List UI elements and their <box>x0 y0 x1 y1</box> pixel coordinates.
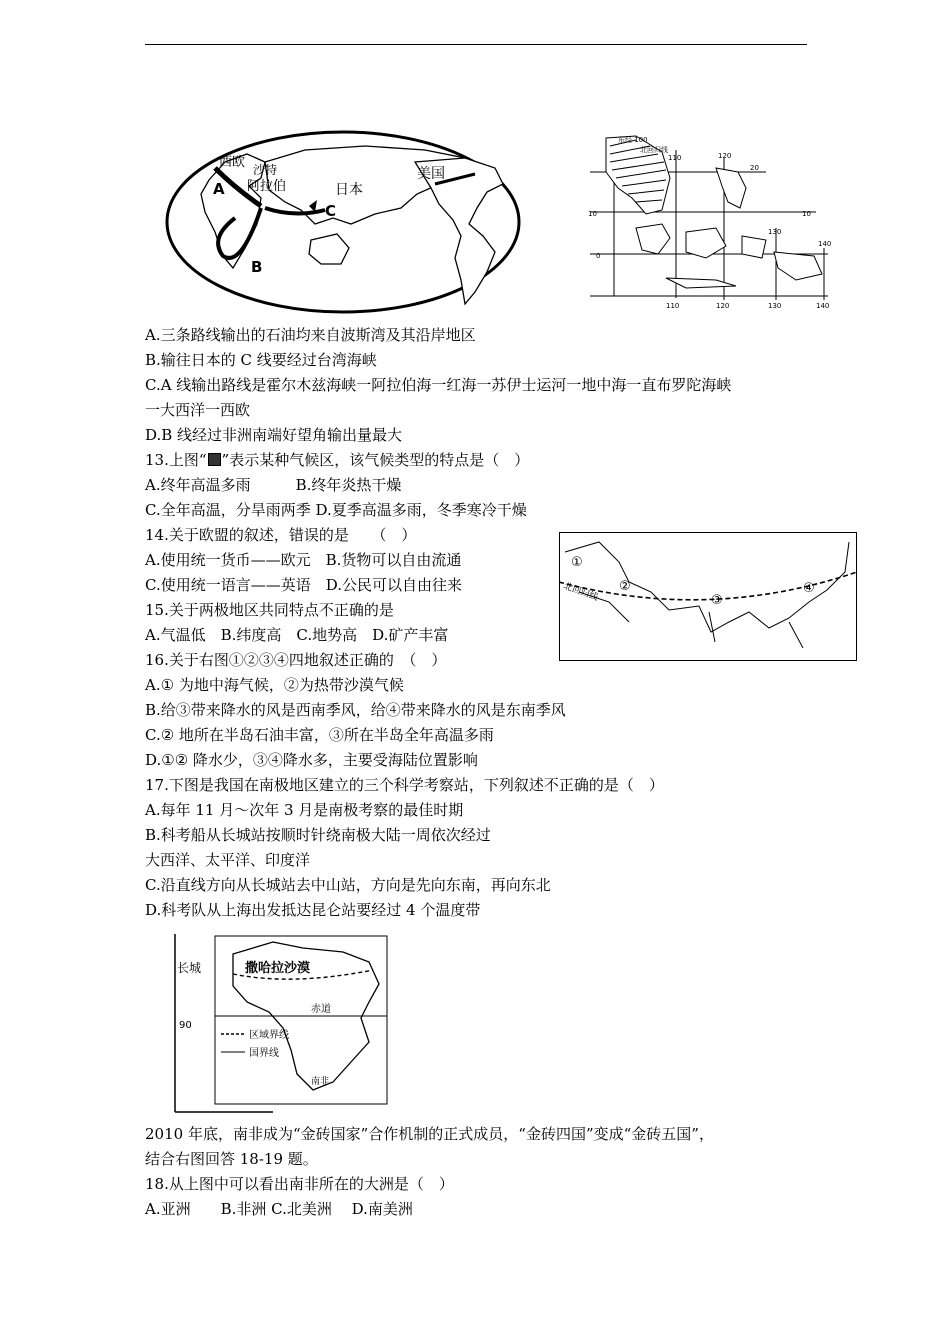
world-map-label: B <box>251 258 263 276</box>
sea-map-label: 10 <box>802 210 811 218</box>
sea-map-label: 110 <box>666 302 680 310</box>
sea-map-label: 0 <box>596 252 601 260</box>
option-17a: A.每年 11 月～次年 3 月是南极考察的最佳时期 <box>145 801 464 819</box>
africa-map-label: 长城 <box>177 961 202 975</box>
header-rule <box>145 44 807 45</box>
asia-map-label: ① <box>571 555 583 570</box>
sea-map-label: 130 <box>768 228 782 236</box>
options-14cd: C.使用统一语言——英语 D.公民可以自由往来 <box>145 576 462 594</box>
question-17: 17.下图是我国在南极地区建立的三个科学考察站，下列叙述不正确的是（ ） <box>145 776 664 794</box>
world-map-label: 沙特 <box>253 163 278 177</box>
africa-map-label: 国界线 <box>249 1048 279 1059</box>
intro-18-19-cont: 结合右图回答 18-19 题。 <box>145 1150 318 1168</box>
question-15: 15.关于两极地区共同特点不正确的是 <box>145 601 394 619</box>
filled-square-icon <box>208 453 221 466</box>
intro-18-19: 2010 年底，南非成为“金砖国家”合作机制的正式成员，“金砖四国”变成“金砖五国”， <box>145 1125 714 1143</box>
option-12a: A.三条路线输出的石油均来自波斯湾及其沿岸地区 <box>145 326 476 344</box>
options-15: A.气温低 B.纬度高 C.地势高 D.矿产丰富 <box>145 626 449 644</box>
option-16a: A.① 为地中海气候，②为热带沙漠气候 <box>145 676 404 694</box>
asia-map-label: ② <box>619 579 631 594</box>
question-14: 14.关于欧盟的叙述，错误的是 （ ） <box>145 526 417 544</box>
world-map-label: 西欧 <box>219 155 246 170</box>
option-16b: B.给③带来降水的风是西南季风，给④带来降水的风是东南季风 <box>145 701 566 719</box>
option-17d: D.科考队从上海出发抵达昆仑站要经过 4 个温度带 <box>145 901 481 919</box>
sea-map-label: 120 <box>716 302 730 310</box>
sea-map-label: 120 <box>718 152 732 160</box>
question-13 <box>145 450 529 470</box>
sea-map-label: 10 <box>588 210 597 218</box>
option-12c-cont: 一大西洋一西欧 <box>145 401 251 419</box>
question-16: 16.关于右图①②③④四地叙述正确的 （ ） <box>145 651 447 669</box>
world-map-label: 阿拉伯 <box>247 179 287 194</box>
option-12d: D.B 线经过非洲南端好望角输出量最大 <box>145 426 403 444</box>
option-16c: C.② 地所在半岛石油丰富，③所在半岛全年高温多雨 <box>145 726 494 744</box>
world-oil-routes-map <box>165 128 525 316</box>
world-map-label: A <box>213 180 225 198</box>
asia-map-label: ③ <box>711 593 723 608</box>
option-17b-cont: 大西洋、太平洋、印度洋 <box>145 851 311 869</box>
africa-map <box>173 932 391 1114</box>
question-13-prefix: 13.上图“ <box>145 451 207 469</box>
sea-map-label: 140 <box>816 302 830 310</box>
options-13cd: C.全年高温，分旱雨两季 D.夏季高温多雨，冬季寒冷干燥 <box>145 501 527 519</box>
sea-map-label: 20 <box>750 164 759 172</box>
sea-map-label: 110 <box>668 154 682 162</box>
option-17b: B.科考船从长城站按顺时针绕南极大陆一周依次经过 <box>145 826 491 844</box>
option-16d: D.①② 降水少，③④降水多，主要受海陆位置影响 <box>145 751 478 769</box>
sea-map-label: 北回归线 <box>640 146 668 154</box>
africa-map-label: 撒哈拉沙漠 <box>245 961 311 976</box>
world-map-label: 日本 <box>335 182 363 198</box>
asia-map-label: 北回归线 <box>561 581 600 604</box>
world-map-label: C <box>325 202 337 220</box>
southeast-asia-grid-map <box>566 128 846 310</box>
africa-map-label: 南非 <box>311 1077 330 1087</box>
africa-map-label: 赤道 <box>311 1004 331 1015</box>
options-18: A.亚洲 B.非洲 C.北美洲 D.南美洲 <box>145 1200 413 1218</box>
world-map-label: 美国 <box>417 166 445 182</box>
question-18: 18.从上图中可以看出南非所在的大洲是（ ） <box>145 1175 454 1193</box>
africa-map-label: 90 <box>179 1020 192 1031</box>
options-14ab: A.使用统一货币——欧元 B.货物可以自由流通 <box>145 551 462 569</box>
asia-map-label: ④ <box>803 581 815 596</box>
question-13-suffix: ”表示某种气候区，该气候类型的特点是（ ） <box>221 451 530 469</box>
africa-map-label: 区域界线 <box>249 1030 289 1041</box>
sea-map-label: 140 <box>818 240 832 248</box>
option-17c: C.沿直线方向从长城站去中山站，方向是先向东南，再向东北 <box>145 876 551 894</box>
sea-map-label: 130 <box>768 302 782 310</box>
option-12b: B.输往日本的 C 线要经过台湾海峡 <box>145 351 377 369</box>
asia-tropic-map <box>559 532 857 662</box>
options-13ab: A.终年高温多雨 B.终年炎热干燥 <box>145 476 402 494</box>
sea-map-label: 东经 100 <box>618 136 648 144</box>
option-12c: C.A 线输出路线是霍尔木兹海峡一阿拉伯海一红海一苏伊士运河一地中海一直布罗陀海峡 <box>145 376 732 394</box>
